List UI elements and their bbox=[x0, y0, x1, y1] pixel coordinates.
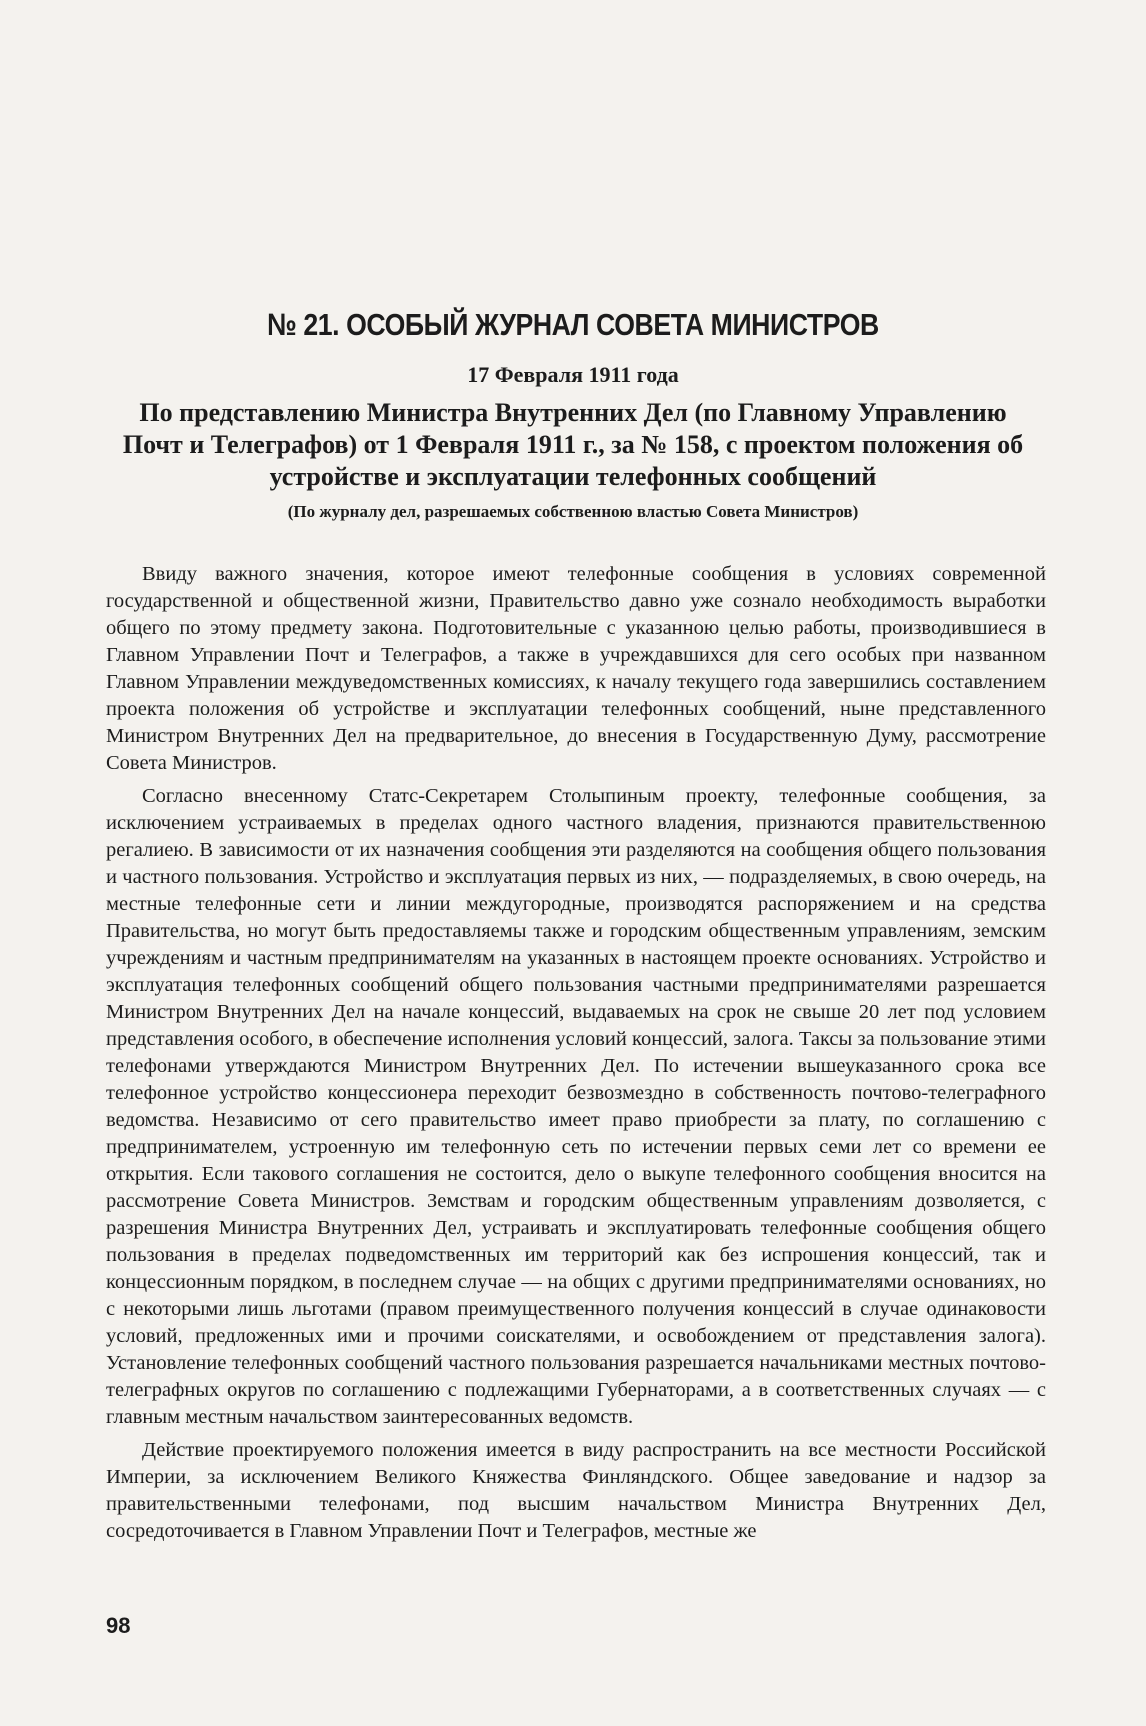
document-subtitle: По представлению Министра Внутренних Дел (по Главному Управлению Почт и Телеграфов) от 1 Февраля 1911 г., за № 158, с проектом положения об устройстве и эксплуатации телефонных сообщений bbox=[122, 398, 1024, 491]
journal-note: (По журналу дел, разрешаемых собственною властью Совета Министров) bbox=[287, 502, 859, 521]
paragraph: Действие проектируемого положения имеется в виду распространить на все местности Российской Империи, за исключением Великого Княжества Финляндского. Общее заведование и надзор за правительственными телефонами, под высшим начальством Министра Внутренних Дел, сосредоточивается в Главном Управлении Почт и Телеграфов, местные же bbox=[106, 1439, 1046, 1542]
document-date: 17 Февраля 1911 года bbox=[467, 362, 679, 387]
document-body bbox=[106, 561, 1046, 1551]
paragraph: Ввиду важного значения, которое имеют телефонные сообщения в условиях современной государственной и общественной жизни, Правительство давно уже сознало необходимость выработки общего по этому предмету закона. Подготовительные с указанною целью работы, производившиеся в Главном Управлении Почт и Телеграфов, а также в учреждавшихся для сего особых при названном Главном Управлении междуведомственных комиссиях, к началу текущего года завершились составлением проекта положения об устройстве и эксплуатации телефонных сообщений, ныне представленного Министром Внутренних Дел на предварительное, до внесения в Государственную Думу, рассмотрение Совета Министров. bbox=[106, 563, 1046, 774]
paragraph: Согласно внесенному Статс-Секретарем Столыпиным проекту, телефонные сообщения, за исключением устраиваемых в пределах одного частного владения, признаются правительственною регалиею. В зависимости от их назначения сообщения эти разделяются на сообщения общего пользования и частного пользования. Устройство и эксплуатация первых из них, — подразделяемых, в свою очередь, на местные телефонные сети и линии междугородные, производятся распоряжением и на средства Правительства, но могут быть предоставляемы также и городским общественным управлениям, земским учреждениям и частным предпринимателям на указанных в настоящем проекте основаниях. Устройство и эксплуатация телефонных сообщений общего пользования частными предпринимателями разрешается Министром Внутренних Дел на начале концессий, выдаваемых на срок не свыше 20 лет под условием представления особого, в обеспечение исполнения условий концессий, залога. Таксы за пользование этими телефонами утверждаются Министром Внутренних Дел. По истечении вышеуказанного срока все телефонное устройство концессионера переходит безвозмездно в собственность почтово-телеграфного ведомства. Независимо от сего правительство имеет право приобрести за плату, по соглашению с предпринимателем, устроенную им телефонную сеть по истечении первых семи лет со времени ее открытия. Если такового соглашения не состоится, дело о выкупе телефонного сообщения вносится на рассмотрение Совета Министров. Земствам и городским общественным управлениям дозволяется, с разрешения Министра Внутренних Дел, устраивать и эксплуатировать телефонные сообщения общего пользования в пределах подведомственных им территорий как без испрошения концессий, так и концессионным порядком, в последнем случае — на общих с другими предпринимателями основаниях, но с некоторыми лишь льготами (правом преимущественного получения концессий в случае одинаковости условий, предложенных ими и прочими соискателями, и освобождением от представления залога). Установление телефонных сообщений частного пользования разрешается начальниками местных почтово-телеграфных округов по соглашению с подлежащими Губернаторами, а в соответственных случаях — с главным местным начальством заинтересованных ведомств. bbox=[106, 785, 1046, 1428]
document-title: № 21. ОСОБЫЙ ЖУРНАЛ СОВЕТА МИНИСТРОВ bbox=[267, 307, 879, 342]
page-number: 98 bbox=[106, 1613, 131, 1638]
